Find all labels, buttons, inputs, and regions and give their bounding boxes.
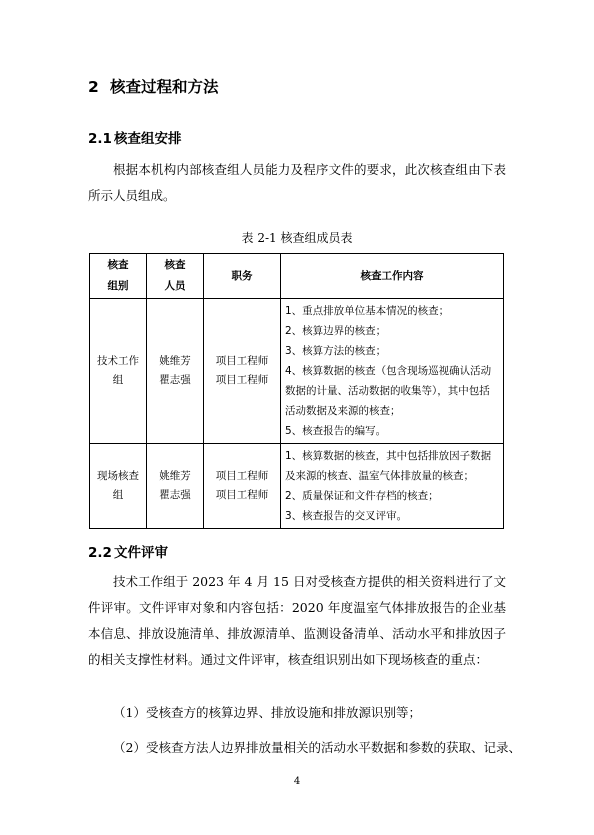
task-item: 4、核算数据的核查（包含现场巡视确认活动数据的计量、活动数据的收集等），其中包括活动数据及来源的核查； [285,365,492,417]
page-number: 4 [293,776,301,787]
role-cell: 项目工程师 项目工程师 [204,444,281,529]
header-group: 核查 组别 [90,254,147,299]
subsection-heading-team [88,127,182,147]
subsection-title: 文件评审 [114,545,168,561]
tasks-cell [281,444,504,529]
review-paragraph-block [88,569,506,673]
subsection-title: 核查组安排 [114,131,182,147]
group-cell: 技术工作 组 [90,299,147,444]
header-tasks: 核查工作内容 [281,254,504,299]
review-item: （1）受核查方的核算边界、排放设施和排放源识别等； [113,705,421,720]
section-heading [88,75,219,97]
subsection-number: 2.1 [88,131,112,147]
review-item-block [88,700,506,726]
members-cell: 姚维芳 瞿志强 [147,444,204,529]
section-title: 核查过程和方法 [110,78,219,96]
task-item: 1、重点排放单位基本情况的核查； [285,305,450,317]
subsection-heading-review [88,541,168,561]
task-item: 2、核算边界的核查； [285,325,387,337]
table-row [90,299,504,444]
review-item: （2）受核查方法人边界排放量相关的活动水平数据和参数的获取、记录、 [113,740,521,755]
task-item: 3、核查报告的交叉评审。 [285,510,408,522]
section-number: 2 [88,78,99,96]
team-members-table [89,253,504,529]
table-header-row [90,254,504,299]
table-caption: 表 2-1 核查组成员表 [241,231,353,245]
role-cell: 项目工程师 项目工程师 [204,299,281,444]
task-item: 3、核算方法的核查； [285,345,387,357]
subsection-number: 2.2 [88,545,112,561]
team-paragraph: 根据本机构内部核查组人员能力及程序文件的要求，此次核查组由下表所示人员组成。 [88,162,506,203]
review-paragraph: 技术工作组于 2023 年 4 月 15 日对受核查方提供的相关资料进行了文件评审。文件评审对象和内容包括：2020 年度温室气体排放报告的企业基本信息、排放设施清单、排放源清单、监测设备清单、活动水平和排放因子的相关支撑性材料。通过文件评审，核查组识别出如下现场核查的重点： [88,574,506,667]
task-item: 1、核算数据的核查，其中包括排放因子数据及来源的核查、温室气体排放量的核查； [285,450,492,482]
members-cell: 姚维芳 瞿志强 [147,299,204,444]
header-role: 职务 [204,254,281,299]
group-cell: 现场核查 组 [90,444,147,529]
review-item-block [88,735,521,761]
task-item: 2、质量保证和文件存档的核查； [285,490,439,502]
tasks-cell [281,299,504,444]
table-row [90,444,504,529]
task-item: 5、核查报告的编写。 [285,425,387,437]
header-members: 核查 人员 [147,254,204,299]
team-paragraph-block [88,157,506,209]
